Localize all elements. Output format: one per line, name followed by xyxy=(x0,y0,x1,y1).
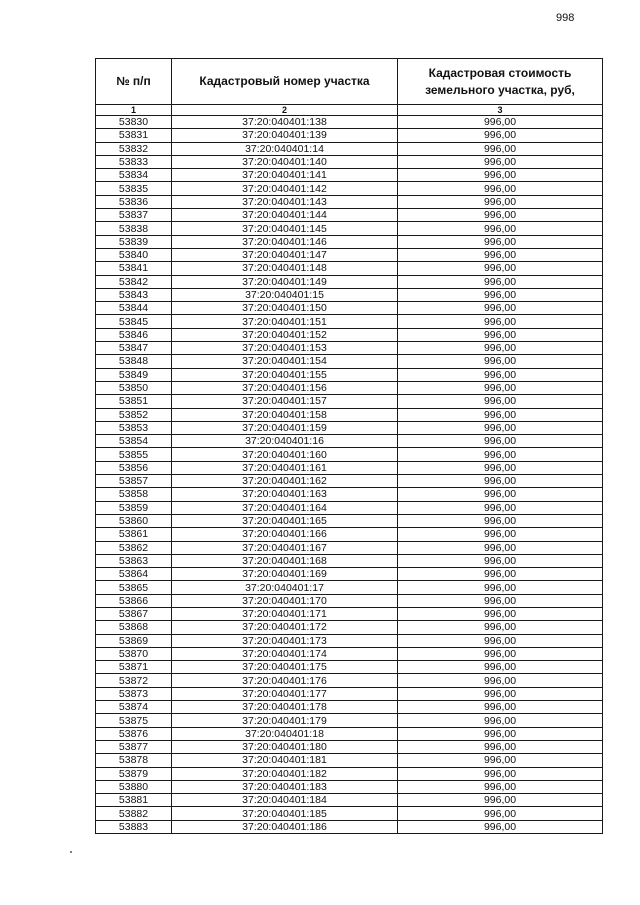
cell-cadastral-number: 37:20:040401:172 xyxy=(172,621,398,634)
cell-number: 53846 xyxy=(96,328,172,341)
table-row xyxy=(96,514,603,527)
cell-cadastral-number: 37:20:040401:162 xyxy=(172,475,398,488)
cell-cadastral-value: 996,00 xyxy=(398,674,603,687)
cell-cadastral-value: 996,00 xyxy=(398,169,603,182)
scan-speck xyxy=(70,851,72,853)
cell-cadastral-value: 996,00 xyxy=(398,275,603,288)
table-body xyxy=(96,116,603,834)
table-row xyxy=(96,262,603,275)
cell-number: 53867 xyxy=(96,607,172,620)
table-row xyxy=(96,368,603,381)
cell-cadastral-number: 37:20:040401:139 xyxy=(172,129,398,142)
cell-cadastral-value: 996,00 xyxy=(398,687,603,700)
cell-cadastral-number: 37:20:040401:185 xyxy=(172,807,398,820)
cell-number: 53877 xyxy=(96,740,172,753)
cell-cadastral-number: 37:20:040401:174 xyxy=(172,647,398,660)
cell-cadastral-number: 37:20:040401:157 xyxy=(172,395,398,408)
cell-number: 53878 xyxy=(96,754,172,767)
cell-cadastral-number: 37:20:040401:142 xyxy=(172,182,398,195)
cell-number: 53873 xyxy=(96,687,172,700)
cell-cadastral-number: 37:20:040401:148 xyxy=(172,262,398,275)
cell-number: 53860 xyxy=(96,514,172,527)
cell-cadastral-number: 37:20:040401:151 xyxy=(172,315,398,328)
cell-cadastral-number: 37:20:040401:152 xyxy=(172,328,398,341)
cell-number: 53872 xyxy=(96,674,172,687)
cell-number: 53830 xyxy=(96,116,172,129)
cell-number: 53874 xyxy=(96,701,172,714)
table-row xyxy=(96,674,603,687)
cell-cadastral-number: 37:20:040401:176 xyxy=(172,674,398,687)
table-row xyxy=(96,820,603,833)
cell-number: 53875 xyxy=(96,714,172,727)
cell-number: 53855 xyxy=(96,448,172,461)
cell-cadastral-number: 37:20:040401:145 xyxy=(172,222,398,235)
table-row xyxy=(96,767,603,780)
cell-number: 53852 xyxy=(96,408,172,421)
cell-cadastral-value: 996,00 xyxy=(398,568,603,581)
cell-cadastral-number: 37:20:040401:184 xyxy=(172,794,398,807)
cell-number: 53858 xyxy=(96,488,172,501)
cell-cadastral-number: 37:20:040401:177 xyxy=(172,687,398,700)
cell-cadastral-number: 37:20:040401:167 xyxy=(172,541,398,554)
cell-number: 53838 xyxy=(96,222,172,235)
cell-cadastral-value: 996,00 xyxy=(398,647,603,660)
cell-number: 53871 xyxy=(96,661,172,674)
cell-cadastral-value: 996,00 xyxy=(398,182,603,195)
cell-cadastral-value: 996,00 xyxy=(398,541,603,554)
cell-cadastral-value: 996,00 xyxy=(398,129,603,142)
table-row xyxy=(96,528,603,541)
cell-cadastral-number: 37:20:040401:171 xyxy=(172,607,398,620)
cell-cadastral-number: 37:20:040401:159 xyxy=(172,421,398,434)
cell-number: 53842 xyxy=(96,275,172,288)
table-row xyxy=(96,315,603,328)
cell-cadastral-number: 37:20:040401:166 xyxy=(172,528,398,541)
cell-cadastral-number: 37:20:040401:15 xyxy=(172,288,398,301)
table-row xyxy=(96,754,603,767)
cell-cadastral-value: 996,00 xyxy=(398,315,603,328)
cell-cadastral-number: 37:20:040401:175 xyxy=(172,661,398,674)
cell-cadastral-value: 996,00 xyxy=(398,222,603,235)
page-number: 998 xyxy=(556,12,575,24)
cell-number: 53837 xyxy=(96,209,172,222)
cell-number: 53854 xyxy=(96,435,172,448)
table-row xyxy=(96,448,603,461)
table-row xyxy=(96,169,603,182)
table-row xyxy=(96,209,603,222)
table-row xyxy=(96,461,603,474)
table-row xyxy=(96,195,603,208)
cell-cadastral-value: 996,00 xyxy=(398,368,603,381)
cell-cadastral-number: 37:20:040401:179 xyxy=(172,714,398,727)
table-row xyxy=(96,621,603,634)
table-row xyxy=(96,568,603,581)
table-row xyxy=(96,395,603,408)
cell-number: 53851 xyxy=(96,395,172,408)
cell-number: 53859 xyxy=(96,501,172,514)
cell-number: 53856 xyxy=(96,461,172,474)
table-row xyxy=(96,421,603,434)
cell-cadastral-number: 37:20:040401:141 xyxy=(172,169,398,182)
cell-cadastral-number: 37:20:040401:156 xyxy=(172,381,398,394)
cell-cadastral-value: 996,00 xyxy=(398,395,603,408)
cell-number: 53868 xyxy=(96,621,172,634)
cell-number: 53844 xyxy=(96,302,172,315)
cell-cadastral-value: 996,00 xyxy=(398,554,603,567)
table-row xyxy=(96,248,603,261)
cell-number: 53862 xyxy=(96,541,172,554)
header-cadastral-number: Кадастровый номер участка xyxy=(172,59,398,105)
cell-cadastral-number: 37:20:040401:140 xyxy=(172,155,398,168)
table-row xyxy=(96,222,603,235)
table-row xyxy=(96,235,603,248)
cell-cadastral-number: 37:20:040401:16 xyxy=(172,435,398,448)
cell-cadastral-value: 996,00 xyxy=(398,262,603,275)
table-header-row xyxy=(96,59,603,105)
cell-number: 53832 xyxy=(96,142,172,155)
table-row xyxy=(96,342,603,355)
cell-cadastral-number: 37:20:040401:143 xyxy=(172,195,398,208)
table-row xyxy=(96,142,603,155)
table-row xyxy=(96,475,603,488)
table-row xyxy=(96,129,603,142)
cell-cadastral-number: 37:20:040401:18 xyxy=(172,727,398,740)
table-row xyxy=(96,488,603,501)
cell-number: 53879 xyxy=(96,767,172,780)
table-row xyxy=(96,727,603,740)
cell-cadastral-number: 37:20:040401:169 xyxy=(172,568,398,581)
cell-cadastral-number: 37:20:040401:149 xyxy=(172,275,398,288)
cell-cadastral-number: 37:20:040401:165 xyxy=(172,514,398,527)
cell-cadastral-number: 37:20:040401:173 xyxy=(172,634,398,647)
cell-cadastral-number: 37:20:040401:17 xyxy=(172,581,398,594)
cell-cadastral-value: 996,00 xyxy=(398,328,603,341)
table-row xyxy=(96,647,603,660)
cell-cadastral-value: 996,00 xyxy=(398,408,603,421)
header-cadastral-value: Кадастровая стоимость земельного участка, руб, xyxy=(398,59,603,105)
cell-number: 53831 xyxy=(96,129,172,142)
cell-cadastral-value: 996,00 xyxy=(398,820,603,833)
table-row xyxy=(96,541,603,554)
cell-number: 53857 xyxy=(96,475,172,488)
cell-number: 53833 xyxy=(96,155,172,168)
cell-number: 53840 xyxy=(96,248,172,261)
cell-cadastral-value: 996,00 xyxy=(398,475,603,488)
table-row xyxy=(96,182,603,195)
cell-cadastral-value: 996,00 xyxy=(398,155,603,168)
cell-number: 53863 xyxy=(96,554,172,567)
table-row xyxy=(96,554,603,567)
cell-number: 53841 xyxy=(96,262,172,275)
cell-cadastral-number: 37:20:040401:183 xyxy=(172,780,398,793)
header-number: № п/п xyxy=(96,59,172,105)
cell-number: 53848 xyxy=(96,355,172,368)
table-row xyxy=(96,328,603,341)
table-row xyxy=(96,740,603,753)
cell-number: 53876 xyxy=(96,727,172,740)
table-row xyxy=(96,581,603,594)
cell-cadastral-number: 37:20:040401:164 xyxy=(172,501,398,514)
cell-cadastral-value: 996,00 xyxy=(398,488,603,501)
cell-cadastral-value: 996,00 xyxy=(398,248,603,261)
cell-cadastral-value: 996,00 xyxy=(398,740,603,753)
cell-cadastral-number: 37:20:040401:180 xyxy=(172,740,398,753)
cell-cadastral-number: 37:20:040401:155 xyxy=(172,368,398,381)
cell-number: 53853 xyxy=(96,421,172,434)
table-row xyxy=(96,607,603,620)
cell-cadastral-value: 996,00 xyxy=(398,714,603,727)
cell-number: 53843 xyxy=(96,288,172,301)
table-row xyxy=(96,302,603,315)
cell-cadastral-value: 996,00 xyxy=(398,701,603,714)
cell-cadastral-value: 996,00 xyxy=(398,142,603,155)
table-row xyxy=(96,714,603,727)
cell-cadastral-value: 996,00 xyxy=(398,794,603,807)
cell-cadastral-value: 996,00 xyxy=(398,581,603,594)
table-row xyxy=(96,780,603,793)
table-row xyxy=(96,288,603,301)
table-row xyxy=(96,701,603,714)
cell-cadastral-value: 996,00 xyxy=(398,727,603,740)
cell-cadastral-value: 996,00 xyxy=(398,209,603,222)
cell-cadastral-number: 37:20:040401:163 xyxy=(172,488,398,501)
table-row xyxy=(96,794,603,807)
cell-cadastral-number: 37:20:040401:147 xyxy=(172,248,398,261)
cell-cadastral-number: 37:20:040401:144 xyxy=(172,209,398,222)
cell-cadastral-value: 996,00 xyxy=(398,288,603,301)
cell-cadastral-number: 37:20:040401:154 xyxy=(172,355,398,368)
cell-cadastral-value: 996,00 xyxy=(398,514,603,527)
cell-number: 53839 xyxy=(96,235,172,248)
cell-cadastral-value: 996,00 xyxy=(398,421,603,434)
table-row xyxy=(96,155,603,168)
cell-number: 53869 xyxy=(96,634,172,647)
column-index-1: 1 xyxy=(96,105,172,116)
cell-cadastral-value: 996,00 xyxy=(398,195,603,208)
table-row xyxy=(96,807,603,820)
table-row xyxy=(96,634,603,647)
cell-cadastral-value: 996,00 xyxy=(398,634,603,647)
cell-cadastral-value: 996,00 xyxy=(398,381,603,394)
cell-cadastral-value: 996,00 xyxy=(398,767,603,780)
cell-cadastral-value: 996,00 xyxy=(398,780,603,793)
cell-number: 53883 xyxy=(96,820,172,833)
cell-cadastral-number: 37:20:040401:182 xyxy=(172,767,398,780)
cell-cadastral-value: 996,00 xyxy=(398,355,603,368)
cell-cadastral-number: 37:20:040401:158 xyxy=(172,408,398,421)
cell-cadastral-number: 37:20:040401:160 xyxy=(172,448,398,461)
cell-number: 53866 xyxy=(96,594,172,607)
cell-cadastral-value: 996,00 xyxy=(398,116,603,129)
cell-number: 53881 xyxy=(96,794,172,807)
cell-cadastral-value: 996,00 xyxy=(398,754,603,767)
cell-cadastral-number: 37:20:040401:14 xyxy=(172,142,398,155)
cell-number: 53835 xyxy=(96,182,172,195)
table-row xyxy=(96,381,603,394)
table-row xyxy=(96,687,603,700)
table-row xyxy=(96,435,603,448)
cell-cadastral-number: 37:20:040401:146 xyxy=(172,235,398,248)
cell-number: 53850 xyxy=(96,381,172,394)
cell-number: 53870 xyxy=(96,647,172,660)
cell-number: 53847 xyxy=(96,342,172,355)
cell-cadastral-number: 37:20:040401:186 xyxy=(172,820,398,833)
cell-number: 53861 xyxy=(96,528,172,541)
table-row xyxy=(96,501,603,514)
column-index-2: 2 xyxy=(172,105,398,116)
cell-cadastral-value: 996,00 xyxy=(398,448,603,461)
cell-cadastral-value: 996,00 xyxy=(398,621,603,634)
cell-cadastral-number: 37:20:040401:170 xyxy=(172,594,398,607)
cell-cadastral-value: 996,00 xyxy=(398,607,603,620)
table-row xyxy=(96,408,603,421)
cell-cadastral-value: 996,00 xyxy=(398,435,603,448)
table-row xyxy=(96,594,603,607)
cell-number: 53836 xyxy=(96,195,172,208)
column-index-3: 3 xyxy=(398,105,603,116)
table-row xyxy=(96,275,603,288)
cell-number: 53882 xyxy=(96,807,172,820)
cell-number: 53880 xyxy=(96,780,172,793)
cell-number: 53845 xyxy=(96,315,172,328)
column-index-row xyxy=(96,105,603,116)
cell-cadastral-value: 996,00 xyxy=(398,807,603,820)
cell-cadastral-number: 37:20:040401:150 xyxy=(172,302,398,315)
cell-cadastral-number: 37:20:040401:178 xyxy=(172,701,398,714)
cell-cadastral-number: 37:20:040401:138 xyxy=(172,116,398,129)
cell-cadastral-value: 996,00 xyxy=(398,342,603,355)
cell-cadastral-value: 996,00 xyxy=(398,235,603,248)
cell-cadastral-number: 37:20:040401:168 xyxy=(172,554,398,567)
cell-number: 53849 xyxy=(96,368,172,381)
cell-cadastral-number: 37:20:040401:161 xyxy=(172,461,398,474)
table-row xyxy=(96,661,603,674)
cell-cadastral-value: 996,00 xyxy=(398,661,603,674)
cadastre-table xyxy=(95,58,603,834)
table-row xyxy=(96,355,603,368)
cell-cadastral-value: 996,00 xyxy=(398,594,603,607)
cell-number: 53865 xyxy=(96,581,172,594)
cell-cadastral-value: 996,00 xyxy=(398,302,603,315)
cell-cadastral-number: 37:20:040401:181 xyxy=(172,754,398,767)
cell-cadastral-value: 996,00 xyxy=(398,461,603,474)
table-row xyxy=(96,116,603,129)
cell-number: 53834 xyxy=(96,169,172,182)
cell-number: 53864 xyxy=(96,568,172,581)
cell-cadastral-number: 37:20:040401:153 xyxy=(172,342,398,355)
cell-cadastral-value: 996,00 xyxy=(398,528,603,541)
cell-cadastral-value: 996,00 xyxy=(398,501,603,514)
